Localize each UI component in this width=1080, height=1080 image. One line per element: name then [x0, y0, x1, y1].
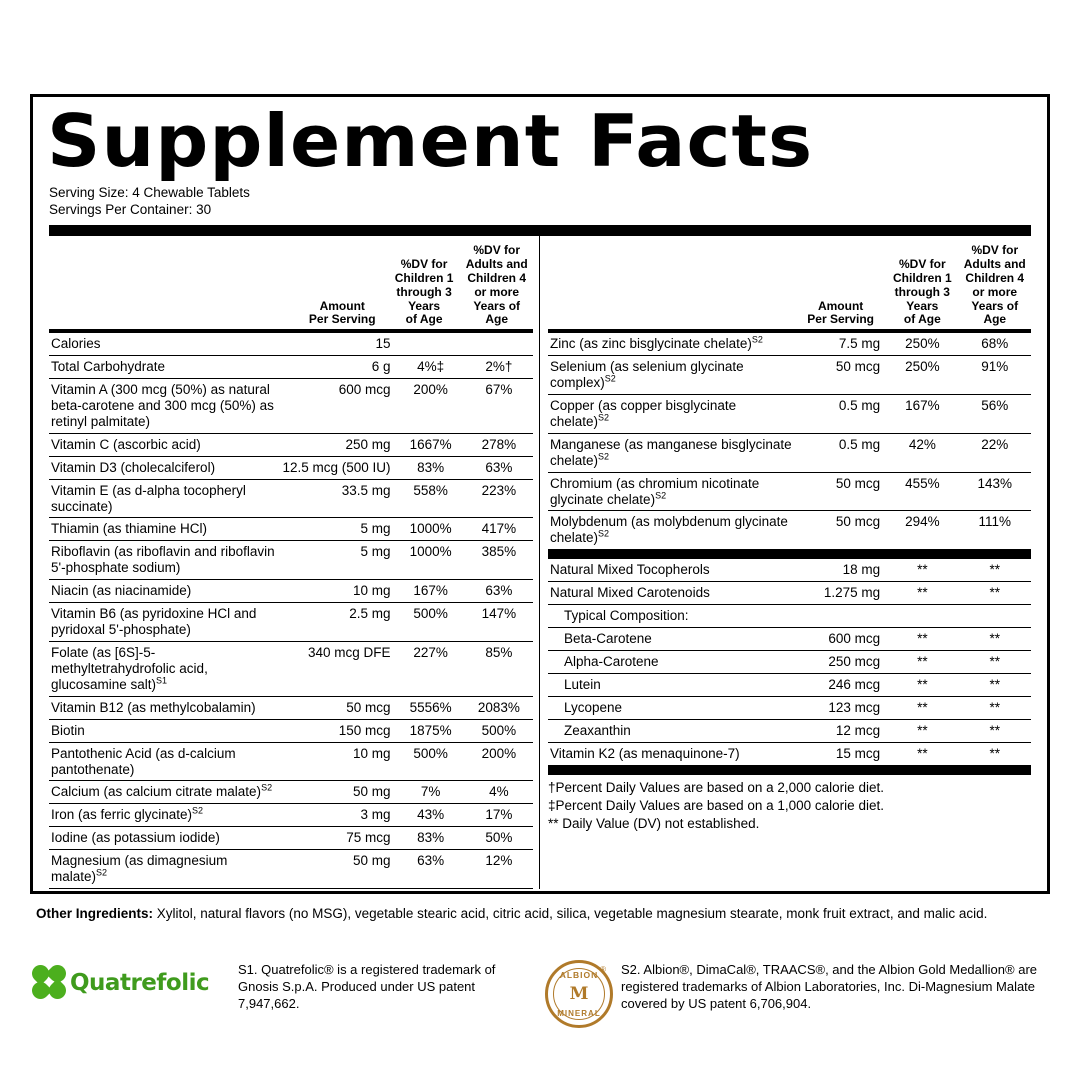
nutrient-dv-adults: 67% [465, 378, 533, 433]
nutrient-amount: 50 mcg [280, 696, 396, 719]
nutrient-name: Biotin [49, 719, 280, 742]
nutrient-amount: 6 g [280, 356, 396, 379]
other-ingredients [36, 905, 1046, 923]
nutrient-dv-adults: 147% [465, 603, 533, 642]
header-dv-children-right: %DV for Children 1 through 3 Years of Age [892, 257, 952, 327]
table-row [548, 719, 1031, 742]
nutrient-name: Zinc (as zinc bisglycinate chelate)$^{S2}$ [548, 333, 799, 355]
nutrient-amount: 1.275 mg [799, 582, 886, 605]
brand-note-albion [545, 960, 1050, 1028]
nutrient-name: Calories [49, 333, 280, 355]
nutrient-amount: 340 mcg DFE [280, 641, 396, 696]
albion-note-text: S2. Albion®, DimaCal®, TRAACS®, and the Albion Gold Medallion® are registered trademarks of Albion Laboratories, Inc. Di-Magnesium Malate covered by US patent 6,706,904. [621, 962, 1037, 1011]
table-row [548, 650, 1031, 673]
nutrient-name: Calcium (as calcium citrate malate)$^{S2}$ [49, 781, 280, 804]
nutrient-amount: 33.5 mg [280, 479, 396, 518]
nutrient-rows-left [49, 333, 533, 889]
servings-per-container: Servings Per Container: 30 [49, 202, 212, 218]
nutrient-dv-adults: 4% [465, 781, 533, 804]
nutrient-dv-adults: 91% [959, 356, 1031, 395]
nutrient-dv-adults: 278% [465, 433, 533, 456]
nutrient-name: Beta-Carotene [548, 628, 799, 651]
nutrient-dv-children: 83% [397, 827, 465, 850]
table-row [49, 518, 533, 541]
nutrient-dv-adults: 223% [465, 479, 533, 518]
nutrient-name: Pantothenic Acid (as d-calcium pantothenate) [49, 742, 280, 781]
nutrient-dv-adults: 2083% [465, 696, 533, 719]
table-row [548, 559, 1031, 581]
supplement-facts-panel [30, 94, 1050, 894]
table-row [49, 456, 533, 479]
albion-seal-top: ALBION [559, 970, 599, 980]
nutrient-dv-children: ** [886, 696, 958, 719]
table-row [49, 333, 533, 355]
nutrient-dv-adults: ** [959, 559, 1031, 581]
nutrient-dv-adults: 63% [465, 456, 533, 479]
nutrient-dv-adults: 500% [465, 719, 533, 742]
nutrient-dv-children: 1667% [397, 433, 465, 456]
nutrient-dv-adults: ** [959, 582, 1031, 605]
nutrient-name: Iron (as ferric glycinate)$^{S2}$ [49, 804, 280, 827]
nutrient-dv-children: 500% [397, 603, 465, 642]
nutrient-name: Vitamin A (300 mcg (50%) as natural beta-carotene and 300 mcg (50%) as retinyl palmitate) [49, 378, 280, 433]
nutrient-name: Thiamin (as thiamine HCl) [49, 518, 280, 541]
nutrient-name: Alpha-Carotene [548, 650, 799, 673]
nutrient-dv-children: 500% [397, 742, 465, 781]
table-row [548, 333, 1031, 355]
nutrient-name: Niacin (as niacinamide) [49, 580, 280, 603]
header-dv-adults-right: %DV for Adults and Children 4 or more Years of Age [963, 243, 1026, 327]
nutrient-dv-adults: 22% [959, 433, 1031, 472]
nutrient-dv-adults: ** [959, 742, 1031, 765]
nutrient-dv-adults: 111% [959, 511, 1031, 550]
nutrient-name: Vitamin K2 (as menaquinone-7) [548, 742, 799, 765]
nutrient-dv-children: 558% [397, 479, 465, 518]
nutrient-dv-children: ** [886, 582, 958, 605]
nutrient-dv-adults: 12% [465, 850, 533, 889]
footnote-2: ‡Percent Daily Values are based on a 1,000 calorie diet. [548, 797, 884, 813]
nutrient-dv-adults: 385% [465, 541, 533, 580]
nutrient-amount: 10 mg [280, 580, 396, 603]
nutrient-dv-children: 167% [886, 394, 958, 433]
footnote-3: ** Daily Value (DV) not established. [548, 816, 760, 832]
table-header-right [548, 236, 1031, 329]
serving-info [49, 185, 1039, 219]
nutrient-name: Manganese (as manganese bisglycinate chelate)$^{S2}$ [548, 433, 799, 472]
nutrient-name: Folate (as [6S]-5-methyltetrahydrofolic acid, glucosamine salt)$^{S1}$ [49, 641, 280, 696]
nutrient-dv-children: 250% [886, 333, 958, 355]
nutrient-dv-adults: ** [959, 650, 1031, 673]
nutrient-dv-children: 4%‡ [397, 356, 465, 379]
nutrition-table-right [548, 236, 1031, 329]
albion-seal-center: M [569, 984, 589, 1004]
nutrient-dv-children: 455% [886, 472, 958, 511]
table-row [548, 582, 1031, 605]
other-ingredients-label: Other Ingredients: [36, 906, 154, 921]
nutrient-name: Vitamin D3 (cholecalciferol) [49, 456, 280, 479]
table-row [49, 378, 533, 433]
nutrient-dv-children: ** [886, 559, 958, 581]
nutrient-amount: 50 mcg [799, 472, 886, 511]
nutrient-amount: 150 mcg [280, 719, 396, 742]
nutrient-dv-children [886, 605, 958, 628]
other-ingredients-text: Xylitol, natural flavors (no MSG), vegetable stearic acid, citric acid, silica, vegetable magnesium stearate, monk fruit extract, and malic acid. [153, 906, 988, 921]
nutrient-dv-adults: 56% [959, 394, 1031, 433]
table-row [49, 850, 533, 889]
nutrient-amount: 250 mg [280, 433, 396, 456]
header-amount-right: Amount Per Serving [807, 298, 874, 327]
nutrient-dv-children: 250% [886, 356, 958, 395]
nutrient-amount: 600 mcg [280, 378, 396, 433]
nutrient-amount: 2.5 mg [280, 603, 396, 642]
nutrient-dv-children: 7% [397, 781, 465, 804]
nutrient-dv-adults: ** [959, 719, 1031, 742]
nutrient-name: Molybdenum (as molybdenum glycinate chelate)$^{S2}$ [548, 511, 799, 550]
nutrient-dv-children: 1875% [397, 719, 465, 742]
nutrient-dv-children: ** [886, 719, 958, 742]
serving-size: Serving Size: 4 Chewable Tablets [49, 185, 250, 201]
nutrient-name: Chromium (as chromium nicotinate glycinate chelate)$^{S2}$ [548, 472, 799, 511]
table-row [49, 781, 533, 804]
nutrient-amount: 15 [280, 333, 396, 355]
table-row [49, 641, 533, 696]
divider-thick-top [49, 225, 1031, 236]
clover-icon [30, 963, 70, 1003]
nutrient-dv-children [397, 333, 465, 355]
header-dv-adults-left: %DV for Adults and Children 4 or more Years of Age [465, 243, 528, 327]
nutrient-name: Iodine (as potassium iodide) [49, 827, 280, 850]
albion-registered-mark: ® [600, 965, 606, 974]
nutrient-dv-adults: ** [959, 628, 1031, 651]
nutrient-amount: 12 mcg [799, 719, 886, 742]
table-row [49, 742, 533, 781]
nutrient-name: Riboflavin (as riboflavin and riboflavin 5'-phosphate sodium) [49, 541, 280, 580]
nutrient-amount: 600 mcg [799, 628, 886, 651]
nutrient-dv-adults [959, 605, 1031, 628]
nutrient-rows-right [548, 333, 1031, 550]
nutrient-name: Zeaxanthin [548, 719, 799, 742]
nutrient-amount: 250 mcg [799, 650, 886, 673]
nutrient-amount: 12.5 mcg (500 IU) [280, 456, 396, 479]
nutrient-name: Total Carbohydrate [49, 356, 280, 379]
table-header-left [49, 236, 533, 329]
table-row [49, 603, 533, 642]
nutrient-name: Copper (as copper bisglycinate chelate)$^{S2}$ [548, 394, 799, 433]
nutrient-dv-adults: 17% [465, 804, 533, 827]
nutrient-dv-children: ** [886, 673, 958, 696]
nutrient-dv-children: 63% [397, 850, 465, 889]
page-title: Supplement Facts [47, 99, 814, 183]
nutrient-amount: 0.5 mg [799, 433, 886, 472]
nutrient-amount: 50 mg [280, 850, 396, 889]
table-row [548, 356, 1031, 395]
nutrient-amount: 0.5 mg [799, 394, 886, 433]
nutrient-dv-adults: 2%† [465, 356, 533, 379]
nutrient-dv-children: 200% [397, 378, 465, 433]
nutrient-dv-adults: 417% [465, 518, 533, 541]
nutrient-dv-children: 43% [397, 804, 465, 827]
quatrefolic-note-text: S1. Quatrefolic® is a registered trademark of Gnosis S.p.A. Produced under US patent 7,947,662. [238, 962, 496, 1011]
footnote-1: †Percent Daily Values are based on a 2,000 calorie diet. [548, 779, 884, 795]
nutrient-dv-children: ** [886, 628, 958, 651]
table-row [548, 472, 1031, 511]
table-row [548, 605, 1031, 628]
albion-mineral-seal-icon [545, 960, 613, 1028]
nutrient-amount: 123 mcg [799, 696, 886, 719]
nutrient-amount: 246 mcg [799, 673, 886, 696]
table-row [548, 511, 1031, 550]
nutrient-dv-children: 294% [886, 511, 958, 550]
brand-note-quatrefolic [30, 960, 535, 1028]
nutrient-dv-adults: ** [959, 673, 1031, 696]
nutrient-name: Vitamin B12 (as methylcobalamin) [49, 696, 280, 719]
nutrient-amount: 50 mcg [799, 356, 886, 395]
nutrient-amount: 75 mcg [280, 827, 396, 850]
nutrient-dv-adults: ** [959, 696, 1031, 719]
nutrition-columns [49, 236, 1031, 889]
nutrition-table-left [49, 236, 533, 329]
footnotes [548, 779, 1031, 834]
nutrient-amount [799, 605, 886, 628]
nutrient-amount: 15 mcg [799, 742, 886, 765]
table-row [49, 356, 533, 379]
table-row [49, 804, 533, 827]
header-dv-children-left: %DV for Children 1 through 3 Years of Age [394, 257, 454, 327]
nutrient-dv-adults: 143% [959, 472, 1031, 511]
nutrient-name: Natural Mixed Tocopherols [548, 559, 799, 581]
table-row [548, 742, 1031, 765]
table-row [49, 719, 533, 742]
table-row [548, 673, 1031, 696]
nutrient-dv-children: 227% [397, 641, 465, 696]
table-row [548, 394, 1031, 433]
table-row [49, 479, 533, 518]
nutrient-amount: 5 mg [280, 541, 396, 580]
nutrient-amount: 3 mg [280, 804, 396, 827]
nutrient-dv-adults [465, 333, 533, 355]
nutrient-dv-adults: 200% [465, 742, 533, 781]
quatrefolic-wordmark: Quatrefolic [70, 970, 210, 996]
brand-notes [30, 960, 1050, 1028]
table-row [49, 580, 533, 603]
nutrient-amount: 50 mg [280, 781, 396, 804]
table-row [548, 628, 1031, 651]
nutrition-column-left [49, 236, 540, 889]
nutrient-dv-adults: 85% [465, 641, 533, 696]
nutrient-dv-children: 83% [397, 456, 465, 479]
nutrient-name: Magnesium (as dimagnesium malate)$^{S2}$ [49, 850, 280, 889]
nutrient-dv-children: 1000% [397, 518, 465, 541]
nutrient-dv-children: 167% [397, 580, 465, 603]
nutrient-amount: 50 mcg [799, 511, 886, 550]
table-row [49, 541, 533, 580]
nutrient-name: Lutein [548, 673, 799, 696]
nutrient-amount: 10 mg [280, 742, 396, 781]
nutrient-rows-right-2 [548, 559, 1031, 765]
nutrient-dv-children: 42% [886, 433, 958, 472]
nutrient-dv-adults: 68% [959, 333, 1031, 355]
table-row [49, 433, 533, 456]
nutrient-dv-adults: 50% [465, 827, 533, 850]
nutrient-name: Selenium (as selenium glycinate complex)$^{S2}$ [548, 356, 799, 395]
table-row [548, 696, 1031, 719]
table-row [548, 433, 1031, 472]
nutrition-column-right [540, 236, 1031, 889]
nutrient-dv-children: 1000% [397, 541, 465, 580]
quatrefolic-logo [30, 960, 230, 1006]
nutrient-amount: 18 mg [799, 559, 886, 581]
nutrient-dv-adults: 63% [465, 580, 533, 603]
divider-right-bottom [548, 766, 1031, 775]
nutrient-name: Vitamin B6 (as pyridoxine HCl and pyridoxal 5'-phosphate) [49, 603, 280, 642]
table-row [49, 827, 533, 850]
nutrient-name: Vitamin E (as d-alpha tocopheryl succinate) [49, 479, 280, 518]
nutrient-name: Natural Mixed Carotenoids [548, 582, 799, 605]
nutrient-name: Vitamin C (ascorbic acid) [49, 433, 280, 456]
header-amount-left: Amount Per Serving [308, 298, 376, 327]
nutrient-amount: 7.5 mg [799, 333, 886, 355]
nutrient-dv-children: ** [886, 742, 958, 765]
nutrient-name: Typical Composition: [548, 605, 799, 628]
nutrient-dv-children: ** [886, 650, 958, 673]
nutrient-name: Lycopene [548, 696, 799, 719]
nutrient-dv-children: 5556% [397, 696, 465, 719]
albion-seal-bottom: MINERAL [557, 1009, 601, 1018]
table-row [49, 696, 533, 719]
nutrient-amount: 5 mg [280, 518, 396, 541]
divider-right-middle [548, 550, 1031, 559]
